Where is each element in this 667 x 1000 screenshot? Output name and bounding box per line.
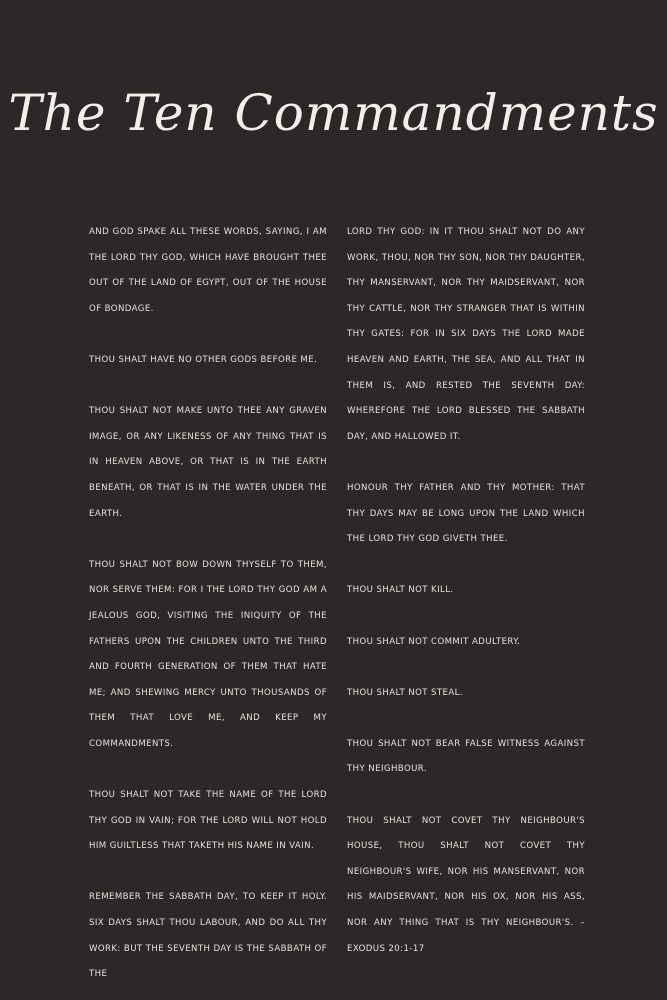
paragraph: THOU SHALT HAVE NO OTHER GODS BEFORE ME. — [89, 354, 318, 365]
paragraph: HONOUR THY FATHER AND THY MOTHER: THAT THY DAYS MAY BE LONG UPON THE LAND WHICH THE LORD THY GOD GIVETH THEE. — [347, 482, 585, 545]
paragraph: THOU SHALT NOT COVET THY NEIGHBOUR'S HOUSE, THOU SHALT NOT COVET THY NEIGHBOUR'S WIFE, NOR HIS MANSERVANT, NOR HIS MAIDSERVANT, NOR HIS OX, NOR HIS ASS, NOR ANY THING THAT IS THY NEIGHBOUR'S. – EXODUS 20:1-17 — [347, 815, 585, 954]
left-column — [89, 220, 327, 1000]
paragraph: REMEMBER THE SABBATH DAY, TO KEEP IT HOLY. SIX DAYS SHALT THOU LABOUR, AND DO ALL THY WORK: BUT THE SEVENTH DAY IS THE SABBATH OF THE — [89, 892, 327, 980]
paragraph: THOU SHALT NOT TAKE THE NAME OF THE LORD THY GOD IN VAIN; FOR THE LORD WILL NOT HOLD HIM GUILTLESS THAT TAKETH HIS NAME IN VAIN. — [89, 790, 327, 852]
paragraph: THOU SHALT NOT BOW DOWN THYSELF TO THEM, NOR SERVE THEM: FOR I THE LORD THY GOD AM A JEALOUS GOD, VISITING THE INIQUITY OF THE FATHERS UPON THE CHILDREN UNTO THE THIRD AND FOURTH GENERATION OF THEM THAT HATE ME; AND SHEWING MERCY UNTO THOUSANDS OF THEM THAT LOVE ME, AND KEEP MY COMMANDMENTS. — [89, 559, 327, 749]
paragraph: LORD THY GOD: IN IT THOU SHALT NOT DO ANY WORK, THOU, NOR THY SON, NOR THY DAUGHTER, THY MANSERVANT, NOR THY MAIDSERVANT, NOR THY CATTLE, NOR THY STRANGER THAT IS WITHIN THY GATES: FOR IN SIX DAYS THE LORD MADE HEAVEN AND EARTH, THE SEA, AND ALL THAT IN THEM IS, AND RESTED THE SEVENTH DAY: WHEREFORE THE LORD BLESSED THE SABBATH DAY, AND HALLOWED IT. — [347, 227, 585, 442]
poster-title: The Ten Commandments — [8, 84, 659, 142]
paragraph: THOU SHALT NOT BEAR FALSE WITNESS AGAINST THY NEIGHBOUR. — [347, 738, 585, 775]
paragraph: THOU SHALT NOT MAKE UNTO THEE ANY GRAVEN IMAGE, OR ANY LIKENESS OF ANY THING THAT IS IN HEAVEN ABOVE, OR THAT IS IN THE EARTH BENEATH, OR THAT IS IN THE WATER UNDER THE EARTH. — [89, 406, 327, 519]
paragraph: THOU SHALT NOT COMMIT ADULTERY. — [347, 636, 521, 647]
right-column — [347, 220, 585, 988]
paragraph: AND GOD SPAKE ALL THESE WORDS, SAYING, I AM THE LORD THY GOD, WHICH HAVE BROUGHT THEE OUT OF THE LAND OF EGYPT, OUT OF THE HOUSE OF BONDAGE. — [89, 227, 327, 314]
paragraph: THOU SHALT NOT STEAL. — [347, 687, 463, 698]
paragraph: THOU SHALT NOT KILL. — [347, 585, 454, 596]
